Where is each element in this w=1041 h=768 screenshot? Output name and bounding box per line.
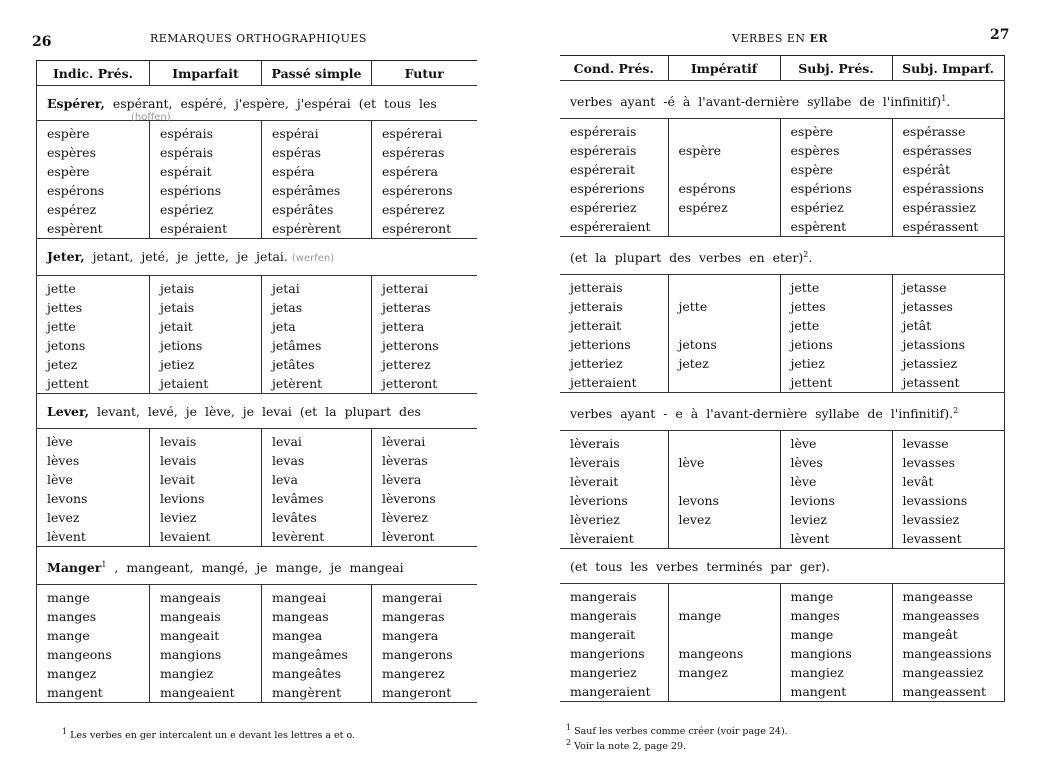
verb-form: levez bbox=[678, 512, 711, 528]
verb-infinitive: Espérer, bbox=[47, 96, 105, 111]
verb-form: jetterais bbox=[570, 299, 623, 315]
page-number-right: 27 bbox=[990, 27, 1010, 43]
verb-form: mangera bbox=[382, 628, 439, 644]
conjugation-cell bbox=[780, 275, 892, 393]
verb-form: leviez bbox=[790, 512, 827, 528]
header-row bbox=[560, 56, 1004, 81]
verb-form: espérais bbox=[160, 126, 214, 141]
verb-principal-parts: , mangeant, mangé, je mange, je mangeai bbox=[114, 560, 404, 576]
verb-form: lèverez bbox=[382, 510, 428, 525]
verb-form: jetiez bbox=[160, 357, 195, 372]
conjugation-cell bbox=[780, 431, 892, 549]
verb-form: mangeais bbox=[160, 609, 221, 625]
conjugation-cell bbox=[262, 429, 372, 547]
footnote-text: Les verbes en ger intercalent un e devant les lettres a et o. bbox=[70, 730, 356, 742]
verb-form: espérez bbox=[47, 202, 97, 217]
conjugation-row bbox=[37, 276, 477, 394]
verb-form: mange bbox=[790, 627, 834, 643]
verb-form: mangerai bbox=[382, 590, 443, 606]
verb-form: jetasse bbox=[902, 280, 947, 296]
verb-form: mangeât bbox=[902, 627, 958, 643]
conjugation-cell bbox=[780, 584, 892, 702]
verb-form: espère bbox=[678, 143, 722, 159]
verb-form: jetterait bbox=[570, 318, 622, 334]
conjugation-cell bbox=[560, 275, 668, 393]
verb-form: espérerais bbox=[570, 143, 637, 159]
verb-form: espérât bbox=[902, 162, 951, 178]
verb-line bbox=[37, 86, 477, 121]
verb-form: espérerai bbox=[382, 126, 443, 141]
verb-principal-parts: jetant, jeté, je jette, je jetai. bbox=[92, 249, 288, 264]
conjugation-cell bbox=[37, 429, 150, 547]
conjugation-row bbox=[560, 431, 1004, 549]
verb-form: espérèrent bbox=[272, 221, 342, 236]
verb-form: espère bbox=[47, 126, 90, 141]
conjugation-cell bbox=[150, 429, 262, 547]
empty-form bbox=[679, 160, 780, 179]
verb-line-text: (et la plupart des verbes en eter) bbox=[570, 250, 804, 266]
verb-form: mangerons bbox=[382, 647, 453, 663]
verb-form: jetassiez bbox=[902, 356, 958, 372]
verb-form: mangeras bbox=[382, 609, 445, 625]
conjugation-row bbox=[37, 429, 477, 547]
conjugation-cell bbox=[372, 276, 477, 394]
verb-form: jetteriez bbox=[570, 356, 623, 372]
column-header: Imparfait bbox=[150, 61, 262, 86]
verb-line bbox=[37, 394, 477, 429]
footnote-text: Voir la note 2, page 29. bbox=[574, 741, 687, 753]
footnote-mark: 1 bbox=[62, 727, 68, 736]
verb-form: mangeassions bbox=[902, 646, 992, 662]
verb-form: jetterai bbox=[382, 281, 429, 296]
verb-form: mangeasse bbox=[902, 589, 973, 605]
running-head-bold: ER bbox=[809, 32, 829, 45]
empty-form bbox=[679, 122, 780, 141]
verb-line bbox=[560, 81, 1004, 119]
verb-infinitive: Jeter, bbox=[47, 249, 85, 264]
verb-form: mangea bbox=[272, 628, 323, 644]
verb-form: jetons bbox=[678, 337, 717, 353]
verb-line-row bbox=[560, 237, 1004, 275]
verb-form: leva bbox=[272, 472, 298, 487]
verb-form: levaient bbox=[160, 529, 211, 544]
verb-form: espérons bbox=[678, 181, 736, 197]
verb-line bbox=[560, 237, 1004, 275]
conjugation-cell bbox=[262, 121, 372, 239]
verb-form: mangeas bbox=[272, 609, 329, 625]
footnotes-right bbox=[566, 722, 788, 752]
verb-form: espéraient bbox=[160, 221, 228, 236]
verb-form: espérassiez bbox=[902, 200, 976, 216]
verb-line-text: verbes ayant - e à l'avant-dernière syllabe de l'infinitif). bbox=[570, 406, 954, 422]
verb-form: jettera bbox=[382, 319, 425, 334]
verb-form: jetiez bbox=[790, 356, 825, 372]
verb-form: jetterions bbox=[570, 337, 631, 353]
verb-form: levez bbox=[47, 510, 80, 525]
conjugation-cell bbox=[892, 431, 1004, 549]
conjugation-row bbox=[560, 119, 1004, 237]
verb-form: levais bbox=[160, 453, 197, 468]
verb-form: espère bbox=[790, 162, 834, 178]
verb-form: lèveraient bbox=[570, 531, 634, 547]
verb-form: levons bbox=[47, 491, 88, 506]
footnote-left bbox=[62, 726, 355, 741]
verb-form: mangerais bbox=[570, 589, 637, 605]
conjugation-cell bbox=[150, 276, 262, 394]
verb-form: mangeront bbox=[382, 685, 452, 701]
footnote-ref: 1 bbox=[941, 94, 947, 103]
verb-form: mangions bbox=[160, 647, 222, 663]
verb-form: levâtes bbox=[272, 510, 317, 525]
verb-form: levât bbox=[902, 474, 934, 490]
verb-form: jette bbox=[790, 318, 820, 334]
verb-line bbox=[37, 547, 477, 585]
verb-form: lève bbox=[678, 455, 705, 471]
conjugation-cell bbox=[892, 119, 1004, 237]
verb-form: espères bbox=[47, 145, 96, 160]
verb-line-end: . bbox=[808, 250, 813, 266]
conjugation-cell bbox=[150, 585, 262, 703]
verb-form: mangez bbox=[678, 665, 728, 681]
verb-form: levons bbox=[678, 493, 719, 509]
verb-form: jettent bbox=[47, 376, 89, 391]
empty-form bbox=[679, 587, 780, 606]
verb-form: espérâmes bbox=[272, 183, 341, 198]
verb-form: espérerais bbox=[570, 124, 637, 140]
conjugation-cell bbox=[560, 584, 668, 702]
conjugation-cell bbox=[372, 121, 477, 239]
verb-form: lèverait bbox=[570, 474, 619, 490]
verb-form: jetèrent bbox=[272, 376, 323, 391]
verb-form: espérions bbox=[160, 183, 222, 198]
verb-form: mangiez bbox=[160, 666, 214, 682]
verb-form: espéreront bbox=[382, 221, 452, 236]
verb-form: levasses bbox=[902, 455, 956, 471]
verb-form: mangeasses bbox=[902, 608, 980, 624]
verb-form: levassions bbox=[902, 493, 968, 509]
verb-form: espère bbox=[790, 124, 834, 140]
verb-form: espèrent bbox=[790, 219, 847, 235]
verb-form: levassent bbox=[902, 531, 962, 547]
verb-form: lèvera bbox=[382, 472, 422, 487]
verb-form: espérera bbox=[382, 164, 439, 179]
verb-principal-parts: espérant, espéré, j'espère, j'espérai (et tous les bbox=[112, 96, 437, 111]
verb-form: mangeait bbox=[160, 628, 220, 644]
verb-form: jettent bbox=[790, 375, 833, 391]
verb-form: espères bbox=[790, 143, 840, 159]
verb-form: espérai bbox=[272, 126, 319, 141]
verb-form: lève bbox=[790, 436, 817, 452]
column-header: Passé simple bbox=[262, 61, 372, 86]
footnote-ref: 2 bbox=[803, 250, 809, 260]
verb-form: espéreraient bbox=[570, 219, 651, 235]
verb-form: espérassent bbox=[902, 219, 979, 235]
conjugation-cell bbox=[37, 585, 150, 703]
verb-form: espérait bbox=[160, 164, 212, 179]
verb-form: mangeâtes bbox=[272, 666, 342, 682]
verb-form: espérerez bbox=[382, 202, 445, 217]
verb-form: jetterez bbox=[382, 357, 431, 372]
verb-line-row bbox=[37, 394, 477, 429]
verb-line bbox=[37, 239, 477, 276]
verb-form: jetassions bbox=[902, 337, 966, 353]
verb-form: manges bbox=[47, 609, 97, 625]
verb-form: espérerait bbox=[570, 162, 636, 178]
verb-form: mangions bbox=[790, 646, 852, 662]
conjugation-cell bbox=[560, 119, 668, 237]
verb-form: espérassions bbox=[902, 181, 984, 197]
verb-form: lèves bbox=[47, 453, 80, 468]
verb-form: jetasses bbox=[902, 299, 953, 315]
verb-form: espéreras bbox=[382, 145, 445, 160]
column-header: Impératif bbox=[668, 56, 780, 81]
verb-form: mange bbox=[678, 608, 722, 624]
conjugation-cell bbox=[262, 585, 372, 703]
verb-line-row bbox=[560, 549, 1004, 584]
verb-form: mangeons bbox=[678, 646, 744, 662]
verb-form: mange bbox=[790, 589, 834, 605]
verb-form: mangeassiez bbox=[902, 665, 984, 681]
empty-form bbox=[679, 529, 780, 548]
conjugation-cell bbox=[668, 431, 780, 549]
verb-form: lèverais bbox=[570, 436, 620, 452]
verb-form: jetais bbox=[160, 281, 195, 296]
verb-form: levais bbox=[160, 434, 197, 449]
verb-form: jetai bbox=[272, 281, 300, 296]
verb-form: mange bbox=[47, 590, 90, 606]
verb-form: mangeai bbox=[272, 590, 327, 606]
conjugation-cell bbox=[37, 121, 150, 239]
verb-line-text: (et tous les verbes terminés par ger). bbox=[570, 559, 830, 575]
verb-form: espériez bbox=[160, 202, 214, 217]
verb-form: jetez bbox=[47, 357, 78, 372]
conjugation-cell bbox=[560, 431, 668, 549]
conjugation-cell bbox=[262, 276, 372, 394]
conjugation-cell bbox=[780, 119, 892, 237]
verb-form: jetions bbox=[790, 337, 833, 353]
verb-form: lèveront bbox=[382, 529, 435, 544]
conjugation-cell bbox=[892, 584, 1004, 702]
conjugation-table-right bbox=[560, 55, 1005, 702]
verb-line-text: verbes ayant -é à l'avant-dernière syllabe de l'infinitif) bbox=[570, 94, 942, 110]
verb-form: mangeais bbox=[160, 590, 221, 606]
verb-form: espèrent bbox=[47, 221, 103, 236]
verb-form: jettes bbox=[790, 299, 826, 315]
verb-form: espéras bbox=[272, 145, 322, 160]
verb-form: jetas bbox=[272, 300, 303, 315]
verb-form: jetaient bbox=[160, 376, 209, 391]
verb-infinitive: Lever, bbox=[47, 404, 89, 419]
verb-form: jetassent bbox=[902, 375, 960, 391]
verb-form: lèverons bbox=[382, 491, 436, 506]
verb-form: jette bbox=[47, 281, 76, 296]
verb-form: espérerons bbox=[382, 183, 453, 198]
verb-form: mangent bbox=[47, 685, 103, 701]
verb-line bbox=[560, 549, 1004, 584]
verb-line-row bbox=[37, 86, 477, 121]
verb-form: jettes bbox=[47, 300, 83, 315]
verb-infinitive: Manger bbox=[47, 560, 102, 576]
verb-line-row bbox=[560, 393, 1004, 431]
conjugation-row bbox=[560, 275, 1004, 393]
verb-form: espérions bbox=[790, 181, 852, 197]
verb-form: levasse bbox=[902, 436, 949, 452]
verb-form: mangeassent bbox=[902, 684, 987, 700]
verb-form: mangerait bbox=[570, 627, 636, 643]
verb-form: lèverions bbox=[570, 493, 628, 509]
footnote-ref: 1 bbox=[101, 560, 107, 569]
verb-form: jetâtes bbox=[272, 357, 315, 372]
verb-form: levâmes bbox=[272, 491, 324, 506]
footnote-mark: 1 bbox=[566, 723, 572, 732]
verb-form: jetâmes bbox=[272, 338, 322, 353]
column-header: Subj. Imparf. bbox=[892, 56, 1004, 81]
verb-form: lèvent bbox=[790, 531, 830, 547]
verb-form: mangerais bbox=[570, 608, 637, 624]
verb-form: jetterons bbox=[382, 338, 439, 353]
column-header: Indic. Prés. bbox=[37, 61, 150, 86]
verb-form: jette bbox=[47, 319, 76, 334]
handwritten-note: (hoffen) bbox=[131, 112, 171, 123]
verb-form: levai bbox=[272, 434, 302, 449]
empty-form bbox=[679, 278, 780, 297]
verb-line-row bbox=[37, 239, 477, 276]
footnote bbox=[566, 737, 788, 752]
verb-form: espérâtes bbox=[272, 202, 334, 217]
conjugation-table-left bbox=[36, 60, 477, 703]
verb-form: lèvent bbox=[47, 529, 86, 544]
verb-form: espérez bbox=[678, 200, 728, 216]
page-number-left: 26 bbox=[32, 34, 52, 50]
conjugation-cell bbox=[37, 276, 150, 394]
verb-form: jetez bbox=[678, 356, 709, 372]
conjugation-cell bbox=[668, 584, 780, 702]
verb-form: lèveras bbox=[382, 453, 428, 468]
empty-form bbox=[679, 472, 780, 491]
verb-form: jette bbox=[790, 280, 820, 296]
verb-form: lèverai bbox=[382, 434, 426, 449]
verb-form: mangeraient bbox=[570, 684, 651, 700]
footnote-text: Sauf les verbes comme créer (voir page 24). bbox=[574, 726, 788, 738]
verb-form: jetait bbox=[160, 319, 193, 334]
verb-form: jetteras bbox=[382, 300, 431, 315]
footnote bbox=[566, 722, 788, 737]
verb-line-row bbox=[37, 547, 477, 585]
conjugation-cell bbox=[668, 275, 780, 393]
empty-form bbox=[679, 217, 780, 236]
verb-principal-parts: levant, levé, je lève, je levai (et la plupart des bbox=[96, 404, 421, 419]
verb-form: jetons bbox=[47, 338, 86, 353]
verb-form: mangent bbox=[790, 684, 847, 700]
footnote-ref: 2 bbox=[953, 406, 959, 416]
verb-form: jetteraient bbox=[570, 375, 637, 391]
verb-form: espère bbox=[47, 164, 90, 179]
verb-form: lèveriez bbox=[570, 512, 620, 528]
verb-form: levèrent bbox=[272, 529, 325, 544]
verb-form: espérerions bbox=[570, 181, 645, 197]
verb-form: lèves bbox=[790, 455, 823, 471]
verb-form: jetions bbox=[160, 338, 203, 353]
conjugation-cell bbox=[372, 429, 477, 547]
verb-form: mangeons bbox=[47, 647, 112, 663]
empty-form bbox=[679, 373, 780, 392]
verb-form: jetteront bbox=[382, 376, 438, 391]
verb-form: mangeâmes bbox=[272, 647, 348, 663]
column-header: Futur bbox=[372, 61, 477, 86]
verb-form: espéra bbox=[272, 164, 315, 179]
empty-form bbox=[679, 625, 780, 644]
verb-form: espériez bbox=[790, 200, 844, 216]
conjugation-row bbox=[37, 585, 477, 703]
verb-form: mangeriez bbox=[570, 665, 637, 681]
header-row bbox=[37, 61, 477, 86]
verb-form: mange bbox=[47, 628, 90, 644]
handwritten-note: (werfen) bbox=[291, 253, 335, 264]
verb-line bbox=[560, 393, 1004, 431]
verb-form: espérasses bbox=[902, 143, 972, 159]
verb-form: leviez bbox=[160, 510, 197, 525]
empty-form bbox=[679, 434, 780, 453]
verb-form: espérasse bbox=[902, 124, 966, 140]
footnote-mark: 2 bbox=[566, 738, 572, 748]
verb-line-row bbox=[560, 81, 1004, 119]
verb-form: jette bbox=[678, 299, 708, 315]
column-header: Cond. Prés. bbox=[560, 56, 668, 81]
verb-form: espérais bbox=[160, 145, 214, 160]
verb-form: mangerez bbox=[382, 666, 445, 682]
verb-form: jetais bbox=[160, 300, 195, 315]
empty-form bbox=[679, 316, 780, 335]
conjugation-cell bbox=[150, 121, 262, 239]
verb-form: lève bbox=[47, 472, 73, 487]
conjugation-cell bbox=[668, 119, 780, 237]
verb-form: levions bbox=[160, 491, 205, 506]
verb-form: mangeaient bbox=[160, 685, 235, 701]
verb-form: levions bbox=[790, 493, 835, 509]
verb-line-end: . bbox=[946, 94, 951, 110]
verb-form: levas bbox=[272, 453, 305, 468]
verb-form: jetât bbox=[902, 318, 932, 334]
verb-form: mangerions bbox=[570, 646, 645, 662]
verb-form: espérons bbox=[47, 183, 105, 198]
running-head-right bbox=[732, 32, 828, 45]
verb-form: jetterais bbox=[570, 280, 623, 296]
verb-form: manges bbox=[790, 608, 840, 624]
verb-form: levassiez bbox=[902, 512, 960, 528]
verb-form: jeta bbox=[272, 319, 296, 334]
verb-form: lève bbox=[47, 434, 73, 449]
conjugation-cell bbox=[892, 275, 1004, 393]
verb-form: mangiez bbox=[790, 665, 844, 681]
verb-form: mangez bbox=[47, 666, 97, 682]
verb-form: lève bbox=[790, 474, 817, 490]
column-header: Subj. Prés. bbox=[780, 56, 892, 81]
running-head-text: VERBES EN bbox=[732, 32, 806, 45]
verb-form: lèverais bbox=[570, 455, 620, 471]
running-head-left: REMARQUES ORTHOGRAPHIQUES bbox=[150, 32, 367, 45]
conjugation-cell bbox=[372, 585, 477, 703]
conjugation-row bbox=[560, 584, 1004, 702]
verb-form: espéreriez bbox=[570, 200, 637, 216]
conjugation-row bbox=[37, 121, 477, 239]
verb-form: levait bbox=[160, 472, 195, 487]
verb-form: mangèrent bbox=[272, 685, 342, 701]
empty-form bbox=[679, 682, 780, 701]
